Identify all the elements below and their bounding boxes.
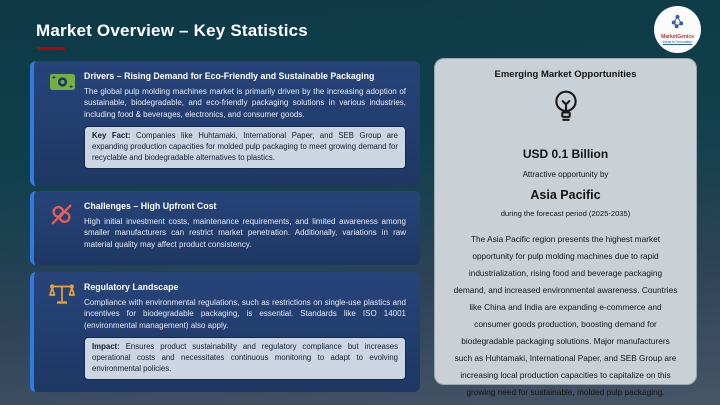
opportunity-region: Asia Pacific — [530, 188, 601, 202]
key-fact-text: Companies like Huhtamaki, International Paper, and SEB Group are expanding production capacities for molded pulp packaging to meet growing demand for recyclable and biodegradable alternatives to plastics. — [92, 131, 398, 162]
card-drivers-title: Drivers – Rising Demand for Eco-Friendly and Sustainable Packaging — [84, 71, 375, 81]
opportunity-description: The Asia Pacific region presents the highest market opportunity for pulp molding machines due to rapid industrialization, rising food and beverage packaging demand, and increased environmental awareness. Countries like China and India are expanding e-commerce and consumer goods production, boosting demand for biodegradable packaging solutions. Major manufacturers such as Huhtamaki, International Paper, and SEB Group are increasing local production capacities to capitalize on this growing need for sustainable, molded pulp packaging. — [453, 234, 678, 397]
logo-tagline-text: Ideas to Innovation — [662, 40, 693, 45]
impact-box — [84, 337, 406, 380]
banknote-icon — [49, 72, 76, 97]
molecule-network-icon — [670, 14, 685, 34]
page-title: Market Overview – Key Statistics — [36, 21, 308, 40]
scales-icon — [49, 283, 75, 311]
logo-brand-text: MarketGenics — [661, 34, 694, 41]
key-fact-label: Key Fact: — [92, 131, 131, 141]
card-challenges-body: High initial investment costs, maintenance requirements, and limited awareness among smaller manufacturers can restrict market penetration. Additionally, variations in raw material quality may affect product consistency. — [84, 217, 406, 249]
impact-text: Ensures product sustainability and regulatory compliance but increases operational costs and necessitates continuous monitoring to adapt to evolving environmental policies. — [92, 342, 398, 373]
opportunity-subtitle: Attractive opportunity by — [522, 170, 609, 179]
impact-label: Impact: — [92, 342, 120, 352]
card-regulatory-title: Regulatory Landscape — [84, 282, 179, 292]
card-regulatory-body: Compliance with environmental regulations, such as restrictions on single-use plastics and incentives for biodegradable packaging, is essential. Standards like ISO 14001 (environmental management) also apply. — [84, 298, 406, 330]
title-underline — [37, 47, 65, 50]
opportunity-panel — [434, 58, 697, 397]
card-regulatory — [30, 272, 420, 392]
card-challenges — [30, 191, 420, 265]
card-challenges-title: Challenges – High Upfront Cost — [84, 201, 217, 211]
opportunity-panel-title: Emerging Market Opportunities — [494, 69, 637, 80]
opportunity-value: USD 0.1 Billion — [522, 147, 609, 161]
opportunity-period: during the forecast period (2025-2035) — [500, 209, 631, 218]
lightbulb-icon — [551, 89, 581, 131]
broken-link-icon — [49, 202, 74, 232]
key-fact-box — [84, 126, 406, 169]
card-drivers-body: The global pulp molding machines market is primarily driven by the increasing adoption of sustainable, biodegradable, and eco-friendly packaging solutions in various industries, including food & beverages, electronics, and consumer goods. — [84, 87, 406, 119]
card-drivers — [30, 61, 420, 186]
logo — [654, 6, 701, 53]
